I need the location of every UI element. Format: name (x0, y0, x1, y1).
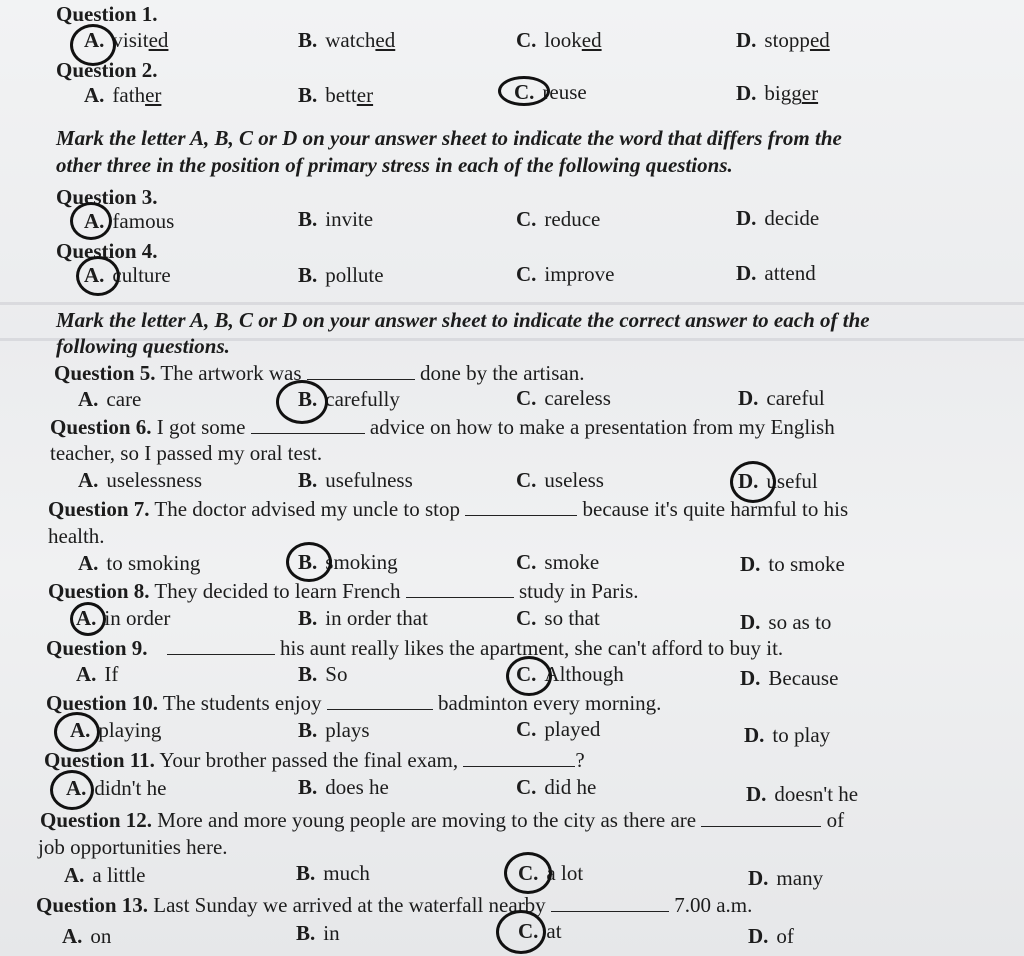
question-11: Question 11. Your brother passed the final exam, ? (44, 748, 585, 772)
question-5: Question 5. The artwork was done by the artisan. (54, 361, 585, 385)
answer-blank[interactable] (307, 361, 415, 380)
question-12-continued: job opportunities here. (38, 835, 228, 859)
q12-option-c[interactable]: C. a lot (518, 861, 584, 885)
q8-option-d[interactable]: D. so as to (740, 610, 832, 634)
q5-option-b[interactable]: B. carefully (298, 387, 400, 411)
answer-blank[interactable] (327, 691, 433, 710)
q7-option-d[interactable]: D. to smoke (740, 552, 845, 576)
q4-option-a[interactable]: A. culture (84, 263, 171, 287)
q9-option-a[interactable]: A. If (76, 662, 119, 686)
q11-option-c[interactable]: C. did he (516, 775, 597, 799)
q3-option-d[interactable]: D. decide (736, 206, 820, 230)
q11-option-d[interactable]: D. doesn't he (746, 782, 859, 806)
q9-option-c[interactable]: C. Although (516, 662, 624, 686)
question-9: Question 9. his aunt really likes the apartment, she can't afford to buy it. (46, 636, 784, 660)
q11-option-b[interactable]: B. does he (298, 775, 389, 799)
answer-circle-q11 (50, 770, 94, 810)
q13-option-b[interactable]: B. in (296, 921, 340, 945)
q10-option-b[interactable]: B. plays (298, 718, 370, 742)
q2-option-a[interactable]: A. father (84, 83, 162, 107)
answer-circle-q4 (76, 256, 120, 296)
q2-option-c[interactable]: C. reuse (514, 80, 587, 104)
question-6-continued: teacher, so I passed my oral test. (50, 441, 323, 465)
q1-option-b[interactable]: B. watched (298, 28, 396, 52)
q6-option-d[interactable]: D. useful (738, 469, 818, 493)
question-3: Question 3. (56, 185, 158, 209)
question-1 (56, 2, 158, 27)
q6-option-a[interactable]: A. uselessness (78, 468, 203, 492)
answer-blank[interactable] (406, 579, 514, 598)
q13-option-d[interactable]: D. of (748, 924, 794, 948)
answer-blank[interactable] (167, 636, 275, 655)
q7-option-a[interactable]: A. to smoking (78, 551, 201, 575)
q4-option-c[interactable]: C. improve (516, 262, 615, 286)
q3-option-c[interactable]: C. reduce (516, 207, 601, 231)
instruction-stress-line1: Mark the letter A, B, C or D on your answer sheet to indicate the word that differs from the (56, 126, 842, 150)
q6-option-b[interactable]: B. usefulness (298, 468, 413, 492)
q8-option-b[interactable]: B. in order that (298, 606, 428, 630)
question-4: Question 4. (56, 239, 158, 263)
q5-option-c[interactable]: C. careless (516, 386, 611, 410)
question-7-continued: health. (48, 524, 105, 548)
q3-option-b[interactable]: B. invite (298, 207, 374, 231)
q10-option-c[interactable]: C. played (516, 717, 601, 741)
instruction-stress-line2: other three in the position of primary stress in each of the following questions. (56, 153, 733, 177)
question-13: Question 13. Last Sunday we arrived at the waterfall nearby 7.00 a.m. (36, 893, 753, 917)
q7-option-c[interactable]: C. smoke (516, 550, 600, 574)
q5-option-d[interactable]: D. careful (738, 386, 825, 410)
q7-option-b[interactable]: B. smoking (298, 550, 398, 574)
answer-blank[interactable] (701, 808, 821, 827)
answer-circle-q8 (70, 602, 106, 636)
q10-option-a[interactable]: A. playing (70, 718, 162, 742)
question-label: Question 1. (56, 2, 158, 26)
q1-option-d[interactable]: D. stopped (736, 28, 830, 52)
instruction-answer-line2: following questions. (56, 334, 230, 358)
q9-option-b[interactable]: B. So (298, 662, 348, 686)
answer-circle-q9 (506, 656, 552, 696)
question-6: Question 6. I got some advice on how to make a presentation from my English (50, 415, 835, 439)
answer-circle-q12 (504, 852, 552, 894)
q3-option-a[interactable]: A. famous (84, 209, 175, 233)
paper-fold (0, 302, 1024, 305)
answer-circle-q13 (496, 910, 546, 954)
q12-option-d[interactable]: D. many (748, 866, 824, 890)
question-2: Question 2. (56, 58, 158, 82)
question-10: Question 10. The students enjoy badminton every morning. (46, 691, 662, 715)
q6-option-c[interactable]: C. useless (516, 468, 604, 492)
q12-option-a[interactable]: A. a little (64, 863, 146, 887)
answer-circle-q3 (70, 202, 112, 240)
instruction-answer-line1: Mark the letter A, B, C or D on your answer sheet to indicate the correct answer to each of the (56, 308, 870, 332)
q2-option-d[interactable]: D. bigger (736, 81, 819, 105)
q4-option-d[interactable]: D. attend (736, 261, 816, 285)
q11-option-a[interactable]: A. didn't he (66, 776, 167, 800)
answer-circle-q5 (276, 380, 328, 424)
q1-option-a[interactable]: A. visited (84, 28, 169, 52)
question-7: Question 7. The doctor advised my uncle to stop because it's quite harmful to his (48, 497, 849, 521)
answer-circle-q2 (498, 76, 550, 106)
answer-blank[interactable] (551, 893, 669, 912)
answer-circle-q7 (286, 542, 332, 582)
answer-blank[interactable] (465, 497, 577, 516)
question-8: Question 8. They decided to learn French study in Paris. (48, 579, 639, 603)
q4-option-b[interactable]: B. pollute (298, 263, 384, 287)
answer-circle-q1 (70, 24, 116, 66)
q9-option-d[interactable]: D. Because (740, 666, 839, 690)
q1-option-c[interactable]: C. looked (516, 28, 602, 52)
q8-option-a[interactable]: A. in order (76, 606, 171, 630)
q13-option-c[interactable]: C. at (518, 919, 562, 943)
q12-option-b[interactable]: B. much (296, 861, 370, 885)
question-12: Question 12. More and more young people are moving to the city as there are of (40, 808, 845, 832)
q13-option-a[interactable]: A. on (62, 924, 112, 948)
answer-circle-q10 (54, 712, 100, 752)
q5-option-a[interactable]: A. care (78, 387, 142, 411)
q2-option-b[interactable]: B. better (298, 83, 374, 107)
answer-circle-q6 (730, 461, 776, 503)
q10-option-d[interactable]: D. to play (744, 723, 831, 747)
q8-option-c[interactable]: C. so that (516, 606, 600, 630)
answer-blank[interactable] (463, 748, 575, 767)
